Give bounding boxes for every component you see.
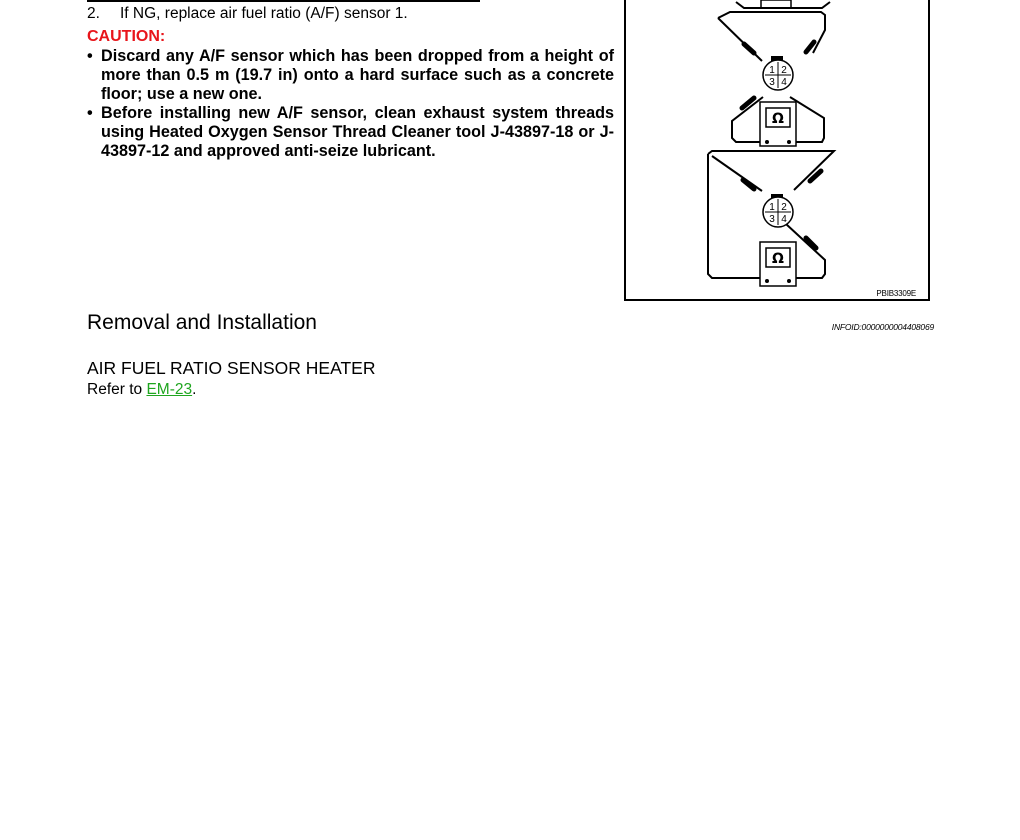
probe-tip bbox=[806, 42, 814, 52]
caution-item-text: Before installing new A/F sensor, clean exhaust system threads using Heated Oxygen Sensor Thread Cleaner tool J-43897-18 or J-43897-12 and approved anti-seize lubricant. bbox=[101, 104, 614, 160]
terminal-label: 3 bbox=[769, 214, 775, 225]
caution-title: CAUTION: bbox=[87, 28, 166, 45]
lower-wire-top bbox=[708, 151, 834, 190]
terminal-label: 2 bbox=[781, 202, 787, 213]
section-title: Removal and Installation bbox=[87, 311, 317, 334]
info-id: INFOID:0000000004408069 bbox=[831, 322, 934, 332]
caution-item bbox=[87, 47, 614, 104]
em-23-link[interactable]: EM-23 bbox=[146, 381, 193, 398]
refer-prefix: Refer to bbox=[87, 381, 147, 398]
caution-item-text: Discard any A/F sensor which has been dropped from a height of more than 0.5 m (19.7 in) onto a hard surface such as a concrete floor; use a new one. bbox=[101, 47, 614, 103]
top-meter-remnant bbox=[761, 0, 791, 8]
bullet-icon: • bbox=[87, 47, 93, 65]
upper-ohmmeter bbox=[760, 102, 796, 146]
step-number: 2. bbox=[87, 5, 100, 22]
refer-suffix: . bbox=[192, 381, 197, 398]
terminal-label: 4 bbox=[781, 77, 787, 88]
sensor-figure bbox=[624, 0, 930, 301]
step-2 bbox=[87, 5, 408, 23]
terminal-label: 3 bbox=[769, 77, 775, 88]
subsection-title: AIR FUEL RATIO SENSOR HEATER bbox=[87, 358, 376, 378]
upper-connector bbox=[763, 56, 793, 90]
caution-list bbox=[87, 47, 614, 161]
sensor-diagram bbox=[626, 0, 928, 299]
terminal-label: 2 bbox=[781, 65, 787, 76]
top-rule bbox=[87, 0, 480, 2]
bullet-icon: • bbox=[87, 104, 93, 122]
figure-code: PBIB3309E bbox=[876, 289, 916, 298]
caution-item bbox=[87, 104, 614, 161]
terminal-label: 1 bbox=[769, 65, 775, 76]
probe-tip bbox=[806, 238, 816, 248]
terminal-label: 4 bbox=[781, 214, 787, 225]
ohm-icon: Ω bbox=[772, 251, 784, 267]
probe-tip bbox=[743, 180, 754, 189]
refer-line bbox=[87, 380, 196, 400]
top-wire-remnant bbox=[736, 2, 830, 8]
step-text: If NG, replace air fuel ratio (A/F) sensor 1. bbox=[120, 5, 408, 22]
lower-connector bbox=[763, 194, 793, 227]
probe-tip bbox=[744, 44, 754, 53]
lower-wire-diag bbox=[712, 156, 762, 191]
lower-ohmmeter bbox=[760, 242, 796, 286]
ohm-icon: Ω bbox=[772, 111, 784, 127]
terminal-label: 1 bbox=[769, 202, 775, 213]
